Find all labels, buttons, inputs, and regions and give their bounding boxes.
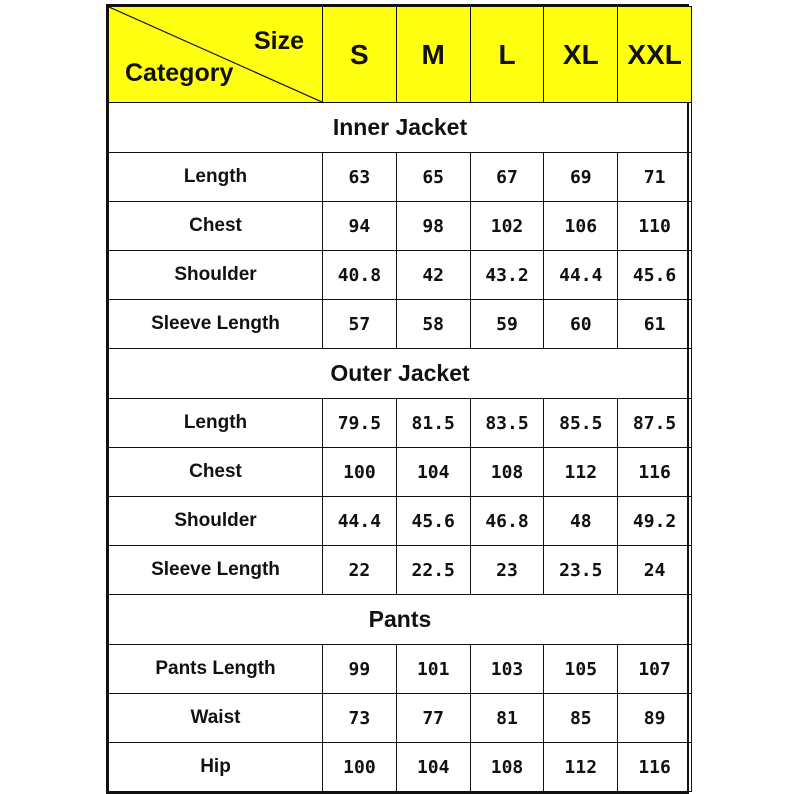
measurement-label: Waist	[109, 694, 323, 743]
measurement-value: 23	[470, 546, 544, 595]
section-header-row	[109, 103, 692, 153]
measurement-value: 42	[396, 251, 470, 300]
size-column-header: L	[470, 7, 544, 103]
table-row	[109, 448, 692, 497]
measurement-value: 85	[544, 694, 618, 743]
table-row	[109, 546, 692, 595]
measurement-value: 49.2	[618, 497, 692, 546]
measurement-value: 85.5	[544, 399, 618, 448]
measurement-value: 79.5	[323, 399, 397, 448]
section-header-row	[109, 595, 692, 645]
section-title: Pants	[109, 595, 692, 645]
table-row	[109, 399, 692, 448]
measurement-value: 101	[396, 645, 470, 694]
measurement-value: 116	[618, 743, 692, 792]
size-category-corner	[109, 7, 323, 103]
measurement-label: Chest	[109, 448, 323, 497]
measurement-value: 67	[470, 153, 544, 202]
measurement-value: 77	[396, 694, 470, 743]
measurement-value: 69	[544, 153, 618, 202]
table-row	[109, 645, 692, 694]
measurement-value: 104	[396, 448, 470, 497]
size-header-label: Size	[253, 27, 304, 55]
measurement-value: 112	[544, 743, 618, 792]
measurement-value: 102	[470, 202, 544, 251]
measurement-value: 58	[396, 300, 470, 349]
table-row	[109, 743, 692, 792]
measurement-label: Length	[109, 153, 323, 202]
measurement-label: Chest	[109, 202, 323, 251]
measurement-label: Sleeve Length	[109, 546, 323, 595]
measurement-value: 71	[618, 153, 692, 202]
measurement-value: 45.6	[396, 497, 470, 546]
measurement-value: 45.6	[618, 251, 692, 300]
section-title: Inner Jacket	[109, 103, 692, 153]
measurement-value: 104	[396, 743, 470, 792]
measurement-value: 94	[323, 202, 397, 251]
measurement-value: 107	[618, 645, 692, 694]
measurement-label: Sleeve Length	[109, 300, 323, 349]
measurement-value: 100	[323, 743, 397, 792]
measurement-value: 89	[618, 694, 692, 743]
header-row	[109, 7, 692, 103]
measurement-value: 112	[544, 448, 618, 497]
measurement-value: 105	[544, 645, 618, 694]
measurement-value: 43.2	[470, 251, 544, 300]
measurement-value: 65	[396, 153, 470, 202]
measurement-value: 99	[323, 645, 397, 694]
table-row	[109, 251, 692, 300]
table-row	[109, 300, 692, 349]
measurement-label: Length	[109, 399, 323, 448]
measurement-value: 24	[618, 546, 692, 595]
table-row	[109, 694, 692, 743]
measurement-value: 63	[323, 153, 397, 202]
section-title: Outer Jacket	[109, 349, 692, 399]
measurement-value: 59	[470, 300, 544, 349]
size-column-header: XXL	[618, 7, 692, 103]
size-table	[108, 6, 692, 792]
measurement-value: 22.5	[396, 546, 470, 595]
measurement-value: 40.8	[323, 251, 397, 300]
measurement-value: 87.5	[618, 399, 692, 448]
measurement-value: 23.5	[544, 546, 618, 595]
measurement-label: Shoulder	[109, 251, 323, 300]
measurement-value: 108	[470, 448, 544, 497]
measurement-value: 44.4	[544, 251, 618, 300]
measurement-value: 106	[544, 202, 618, 251]
section-header-row	[109, 349, 692, 399]
measurement-value: 103	[470, 645, 544, 694]
measurement-value: 116	[618, 448, 692, 497]
measurement-value: 81.5	[396, 399, 470, 448]
measurement-value: 83.5	[470, 399, 544, 448]
measurement-value: 81	[470, 694, 544, 743]
measurement-value: 98	[396, 202, 470, 251]
category-header-label: Category	[125, 59, 234, 87]
table-row	[109, 202, 692, 251]
measurement-value: 100	[323, 448, 397, 497]
table-row	[109, 153, 692, 202]
measurement-value: 110	[618, 202, 692, 251]
size-chart	[106, 4, 689, 794]
measurement-label: Hip	[109, 743, 323, 792]
table-row	[109, 497, 692, 546]
measurement-value: 73	[323, 694, 397, 743]
measurement-label: Shoulder	[109, 497, 323, 546]
size-column-header: S	[323, 7, 397, 103]
measurement-value: 60	[544, 300, 618, 349]
measurement-value: 61	[618, 300, 692, 349]
measurement-label: Pants Length	[109, 645, 323, 694]
measurement-value: 48	[544, 497, 618, 546]
measurement-value: 108	[470, 743, 544, 792]
size-column-header: M	[396, 7, 470, 103]
measurement-value: 22	[323, 546, 397, 595]
measurement-value: 46.8	[470, 497, 544, 546]
measurement-value: 44.4	[323, 497, 397, 546]
size-column-header: XL	[544, 7, 618, 103]
measurement-value: 57	[323, 300, 397, 349]
